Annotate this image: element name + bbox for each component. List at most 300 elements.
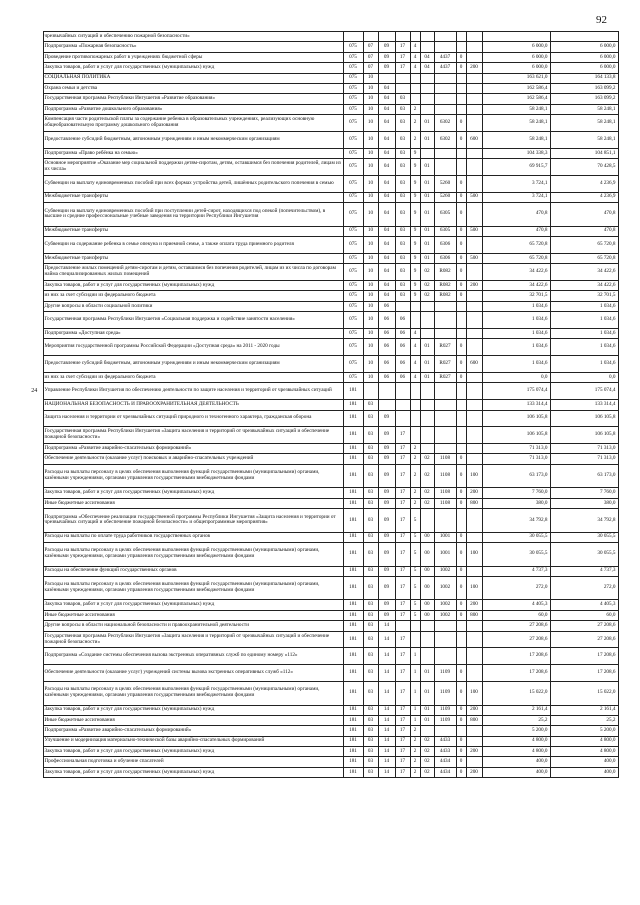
amount-2: 272,0 [550,576,618,600]
amount-2: 60,0 [550,610,618,620]
code-t [466,454,482,464]
code-r: 03 [363,400,378,410]
row-name: Основное мероприятие «Оказание мер социальной поддержки детям-сиротам, детям, оставшимся без попечения родителей, лицам из их числа» [43,159,343,176]
row-number [26,498,43,508]
code-f: 1109 [434,705,456,715]
table-row [26,264,618,281]
code-r: 03 [363,410,378,427]
code-s: 03 [395,291,410,301]
amount-2: 4 405,3 [550,600,618,610]
code-f: R082 [434,280,456,290]
code-e: 02 [420,291,434,301]
code-f [434,410,456,427]
code-t [466,159,482,176]
code-g: 181 [343,715,363,725]
code-e: 01 [420,339,434,356]
code-d [410,427,420,444]
code-t [466,203,482,227]
amount-2: 6 000,0 [550,42,618,52]
code-h: 0 [456,736,466,746]
code-f: 1109 [434,665,456,682]
code-g: 181 [343,757,363,767]
row-name: Расходы на обеспечение функций государственных органов [43,566,343,576]
code-f: 1002 [434,566,456,576]
code-p: 14 [378,631,395,648]
code-g: 075 [343,301,363,311]
code-h: 0 [456,175,466,192]
code-r: 03 [363,427,378,444]
code-h: 0 [456,665,466,682]
code-f [434,104,456,114]
table-row [26,715,618,725]
code-r: 10 [363,301,378,311]
code-t [466,566,482,576]
table-row [26,444,618,454]
row-name: Компенсация части родительской платы за содержание ребенка в образовательных учреждениях, реализующих основную общеобразовательную программу дошкольного образования [43,115,343,132]
table-row [26,726,618,736]
code-g: 075 [343,52,363,62]
code-g: 075 [343,131,363,148]
code-s: 17 [395,52,410,62]
code-g: 075 [343,63,363,73]
code-e: 01 [420,175,434,192]
code-g: 181 [343,566,363,576]
amount-2: 1 034,6 [550,356,618,373]
code-s: 03 [395,192,410,202]
code-f [434,159,456,176]
code-p: 06 [378,312,395,329]
amount-2: 6 000,0 [550,63,618,73]
code-g: 075 [343,73,363,83]
row-number [26,291,43,301]
row-number [26,631,43,648]
row-number [26,148,43,158]
amount-2: 65 720,8 [550,253,618,263]
code-d: 2 [410,757,420,767]
amount-1: 106 105,8 [482,410,550,427]
code-d [410,73,420,83]
amount-1: 6 000,0 [482,42,550,52]
row-number [26,94,43,104]
code-t [466,665,482,682]
code-d: 4 [410,328,420,338]
code-t [466,757,482,767]
code-p: 09 [378,427,395,444]
code-p: 14 [378,621,395,631]
table-row [26,705,618,715]
row-number [26,356,43,373]
row-name: Обеспечение деятельности (оказание услуг) учреждений системы вызова экстренных оперативных служб «112» [43,665,343,682]
code-s: 17 [395,454,410,464]
code-e: 02 [420,488,434,498]
code-h [456,648,466,665]
code-g: 181 [343,747,363,757]
table-row [26,356,618,373]
code-e: 02 [420,280,434,290]
table-row [26,464,618,488]
amount-2: 4 236,9 [550,192,618,202]
code-s [395,32,410,42]
row-number [26,767,43,777]
code-r: 03 [363,532,378,542]
amount-1: 4 405,3 [482,600,550,610]
code-s: 03 [395,104,410,114]
code-g: 181 [343,498,363,508]
code-f: 1001 [434,532,456,542]
amount-2: 65 720,8 [550,236,618,253]
row-name: Подпрограмма «Развитие дошкольного образования» [43,104,343,114]
code-f: 5260 [434,175,456,192]
code-r: 10 [363,159,378,176]
code-h: 0 [456,576,466,600]
row-number [26,464,43,488]
code-d: 4 [410,42,420,52]
code-g: 075 [343,372,363,382]
code-f: R082 [434,291,456,301]
code-d: 5 [410,610,420,620]
code-h [456,312,466,329]
amount-2: 106 105,8 [550,427,618,444]
code-h: 0 [456,192,466,202]
code-r: 03 [363,600,378,610]
code-d: 5 [410,509,420,533]
row-name: Межбюджетные трансферты [43,226,343,236]
row-name: Иные бюджетные ассигнования [43,715,343,725]
table-row [26,427,618,444]
amount-1: 5 200,0 [482,726,550,736]
code-g: 181 [343,665,363,682]
amount-2: 1 034,6 [550,301,618,311]
amount-1: 7 760,0 [482,488,550,498]
code-h [456,631,466,648]
code-p: 09 [378,52,395,62]
code-r: 03 [363,454,378,464]
code-t: 100 [466,682,482,706]
table-row [26,236,618,253]
code-t: 200 [466,705,482,715]
amount-1: 30 055,5 [482,532,550,542]
amount-1: 0,0 [482,372,550,382]
code-e [420,32,434,42]
code-h: 0 [456,356,466,373]
code-d: 2 [410,488,420,498]
code-p: 04 [378,253,395,263]
code-f [434,42,456,52]
row-name: Охрана семьи и детства [43,83,343,93]
row-number [26,576,43,600]
amount-1: 27 208,6 [482,621,550,631]
amount-1: 1 034,6 [482,312,550,329]
row-name: Иные бюджетные ассигнования [43,498,343,508]
row-number [26,192,43,202]
code-p: 09 [378,566,395,576]
row-name: Предоставление субсидий бюджетным, автономным учреждениям и иным некоммерческим организациям [43,356,343,373]
table-row [26,73,618,83]
code-p: 09 [378,42,395,52]
amount-1: 65 720,8 [482,253,550,263]
code-h: 0 [456,339,466,356]
row-name: Подпрограмма «Право ребёнка на семью» [43,148,343,158]
amount-1: 60,0 [482,610,550,620]
amount-2: 71 313,0 [550,444,618,454]
amount-2: 58 248,1 [550,131,618,148]
code-h [456,159,466,176]
code-r: 10 [363,83,378,93]
row-name: Другие вопросы в области национальной безопасности и правоохранительной деятельности [43,621,343,631]
code-h: 0 [456,532,466,542]
code-e: 01 [420,115,434,132]
table-row [26,226,618,236]
code-h [456,444,466,454]
code-r: 10 [363,236,378,253]
amount-1: 3 724,1 [482,192,550,202]
code-g [343,32,363,42]
code-f [434,400,456,410]
code-r: 10 [363,291,378,301]
amount-1: 162 586,4 [482,83,550,93]
code-h: 0 [456,63,466,73]
code-p: 09 [378,576,395,600]
amount-1: 4 800,0 [482,747,550,757]
code-d: 2 [410,104,420,114]
code-g: 075 [343,115,363,132]
code-g: 075 [343,226,363,236]
code-r: 03 [363,610,378,620]
code-p: 14 [378,705,395,715]
table-row [26,148,618,158]
code-g: 075 [343,42,363,52]
amount-1: 25,2 [482,715,550,725]
code-e: 00 [420,576,434,600]
code-f: 4433 [434,736,456,746]
amount-2: 15 022,0 [550,682,618,706]
row-number [26,42,43,52]
code-t [466,427,482,444]
row-number [26,301,43,311]
amount-2: 17 208,6 [550,665,618,682]
row-name: Межбюджетные трансферты [43,253,343,263]
table-row [26,253,618,263]
code-g: 181 [343,631,363,648]
row-name: Закупка товаров, работ и услуг для государственных (муниципальных) нужд [43,747,343,757]
code-e: 01 [420,236,434,253]
table-row [26,610,618,620]
code-e [420,509,434,533]
row-name: Подпрограмма «Развитие аварийно-спасательных формирований» [43,726,343,736]
code-t [466,312,482,329]
code-s: 17 [395,576,410,600]
row-number [26,410,43,427]
row-number [26,736,43,746]
amount-2: 30 055,5 [550,543,618,567]
code-p: 04 [378,175,395,192]
row-name: Государственная программа Республики Ингушетия «Защита населения и территорий от чрезвычайных ситуаций и обеспечение пожарной безопасности» [43,427,343,444]
code-h: 0 [456,488,466,498]
code-h [456,32,466,42]
amount-1: 3 724,1 [482,175,550,192]
code-h: 0 [456,757,466,767]
code-d: 2 [410,767,420,777]
amount-1: 400,0 [482,767,550,777]
row-number [26,566,43,576]
code-s: 06 [395,356,410,373]
amount-1 [482,32,550,42]
code-d: 9 [410,280,420,290]
code-e: 01 [420,253,434,263]
row-name: из них за счет субсидии из федерального бюджета [43,372,343,382]
code-s: 17 [395,600,410,610]
code-e: 02 [420,767,434,777]
code-e [420,328,434,338]
row-name: Подпрограмма «Обеспечение реализации государственной программы Республики Ингушетия «Защита населения и территории от чрезвычайных ситуаций и обеспечение пожарной безопасности» и общепрограммные мероприятия» [43,509,343,533]
code-d [410,383,420,400]
table-row [26,543,618,567]
code-h [456,400,466,410]
code-h [456,94,466,104]
row-number [26,253,43,263]
row-name: из них за счет субсидии из федерального бюджета [43,291,343,301]
code-e [420,621,434,631]
code-s: 03 [395,226,410,236]
code-p: 06 [378,339,395,356]
row-name: Закупка товаров, работ и услуг для государственных (муниципальных) нужд [43,600,343,610]
code-h [456,301,466,311]
code-e [420,383,434,400]
table-row [26,621,618,631]
code-t [466,410,482,427]
table-row [26,291,618,301]
amount-1: 272,0 [482,576,550,600]
amount-2 [550,32,618,42]
row-name: Расходы на выплаты персоналу в целях обеспечения выполнения функций государственными (муниципальными) органами, казёнными учреждениями, органами управления государственными внебюджетными фондами [43,682,343,706]
code-t: 100 [466,576,482,600]
code-p: 04 [378,236,395,253]
table-row [26,280,618,290]
code-s: 03 [395,159,410,176]
code-t: 200 [466,600,482,610]
row-number [26,226,43,236]
row-number [26,115,43,132]
code-h: 0 [456,464,466,488]
code-g: 075 [343,159,363,176]
code-g: 075 [343,291,363,301]
code-p [378,73,395,83]
code-t [466,726,482,736]
code-s: 17 [395,42,410,52]
code-h: 0 [456,236,466,253]
table-row [26,757,618,767]
code-p: 04 [378,83,395,93]
code-f: 4434 [434,767,456,777]
code-h: 0 [456,715,466,725]
table-row [26,682,618,706]
code-p: 04 [378,159,395,176]
table-body [26,32,618,778]
code-t [466,339,482,356]
table-row [26,83,618,93]
code-d: 2 [410,736,420,746]
row-number [26,328,43,338]
code-f [434,301,456,311]
table-row [26,131,618,148]
code-p: 06 [378,372,395,382]
code-h [456,42,466,52]
row-name: Иные бюджетные ассигнования [43,610,343,620]
code-g: 075 [343,356,363,373]
amount-2: 380,0 [550,498,618,508]
code-f [434,328,456,338]
code-t: 800 [466,498,482,508]
code-p: 14 [378,665,395,682]
amount-2: 163 099,2 [550,83,618,93]
code-s: 17 [395,757,410,767]
code-t [466,73,482,83]
amount-1: 17 208,6 [482,665,550,682]
code-p: 09 [378,454,395,464]
amount-2: 1 034,6 [550,328,618,338]
code-p: 04 [378,203,395,227]
code-s [395,73,410,83]
code-d: 2 [410,747,420,757]
code-p [378,383,395,400]
code-g: 181 [343,576,363,600]
code-r: 03 [363,631,378,648]
code-s: 06 [395,328,410,338]
code-s: 03 [395,253,410,263]
code-t [466,372,482,382]
code-p: 09 [378,464,395,488]
code-r: 03 [363,444,378,454]
amount-1: 15 022,0 [482,682,550,706]
row-name: Государственная программа Республики Ингушетия «Социальная поддержка и содействие занятости населения» [43,312,343,329]
code-r: 03 [363,498,378,508]
code-d [410,312,420,329]
code-e: 01 [420,356,434,373]
code-h: 0 [456,226,466,236]
code-d: 9 [410,203,420,227]
code-s: 17 [395,631,410,648]
code-e: 04 [420,63,434,73]
code-e: 01 [420,715,434,725]
code-p: 14 [378,648,395,665]
code-s: 17 [395,715,410,725]
code-e [420,312,434,329]
row-name: Субвенции на выплату единовременных пособий при всех формах устройства детей, лишённых родительского попечения в семью [43,175,343,192]
code-h: 0 [456,747,466,757]
code-d: 1 [410,705,420,715]
code-g: 181 [343,509,363,533]
code-f [434,73,456,83]
code-h: 0 [456,253,466,263]
code-h: 0 [456,372,466,382]
code-s: 06 [395,339,410,356]
amount-1: 71 313,0 [482,444,550,454]
code-e: 01 [420,682,434,706]
code-s: 06 [395,312,410,329]
row-number [26,682,43,706]
code-t [466,383,482,400]
code-f [434,148,456,158]
code-e: 01 [420,203,434,227]
row-name: чрезвычайных ситуаций и обеспечению пожарной безопасности» [43,32,343,42]
code-t: 500 [466,253,482,263]
code-t [466,736,482,746]
code-e: 01 [420,665,434,682]
amount-1: 69 915,7 [482,159,550,176]
page-number: 92 [596,14,607,26]
code-r: 03 [363,665,378,682]
row-number [26,264,43,281]
